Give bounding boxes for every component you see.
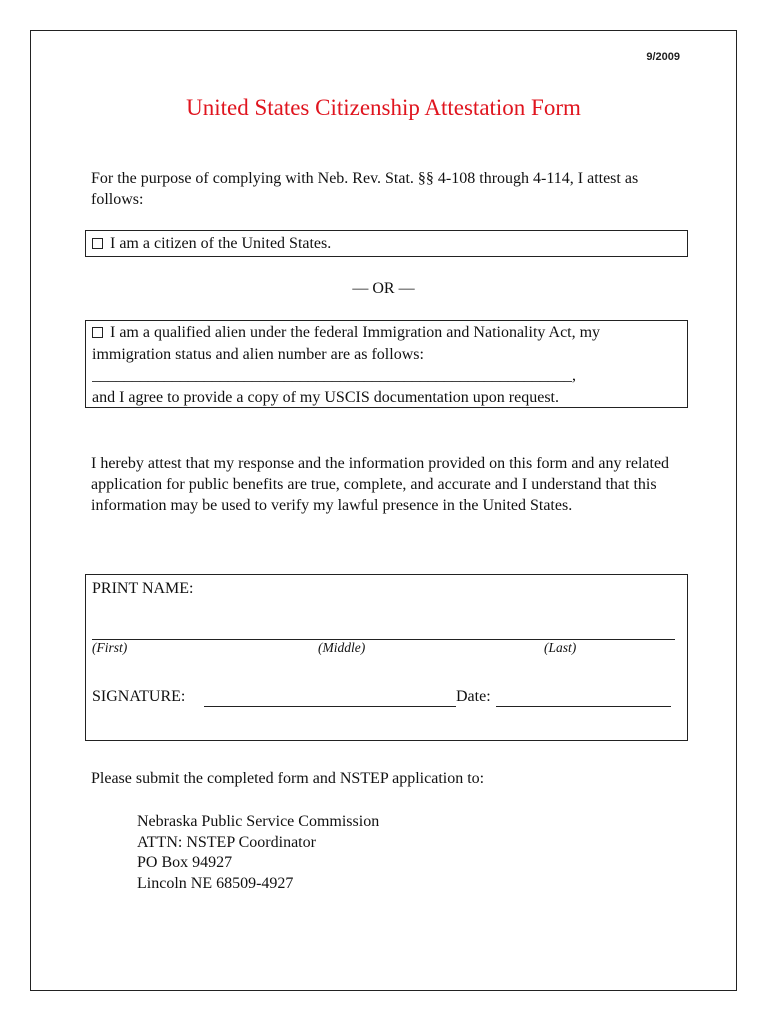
signature-section [85, 574, 688, 741]
form-title: United States Citizenship Attestation Form [186, 95, 581, 120]
alien-option-box [85, 320, 688, 408]
address-line: Lincoln NE 68509-4927 [137, 874, 294, 892]
citizen-option-label: I am a citizen of the United States. [110, 235, 332, 252]
citizen-checkbox[interactable] [92, 238, 103, 249]
date-label: Date: [456, 688, 491, 705]
citizen-option-box [85, 230, 688, 257]
middle-name-caption: (Middle) [318, 640, 366, 655]
mailing-address [137, 812, 379, 894]
address-line: PO Box 94927 [137, 854, 233, 871]
first-name-caption: (First) [92, 640, 128, 655]
alien-status-field[interactable]: ____________________________________________________________, [92, 367, 576, 384]
address-line: Nebraska Public Service Commission [137, 813, 380, 830]
submit-instructions: Please submit the completed form and NSTEP application to: [91, 770, 485, 787]
date-field[interactable] [496, 706, 671, 707]
alien-checkbox[interactable] [92, 327, 103, 338]
last-name-caption: (Last) [544, 640, 577, 655]
alien-option-label: I am a qualified alien under the federal Immigration and Nationality Act, my immigration status and alien number are as follows: [92, 324, 601, 363]
signature-label: SIGNATURE: [92, 688, 186, 705]
form-page [30, 30, 737, 991]
intro-text: For the purpose of complying with Neb. Rev. Stat. §§ 4-108 through 4-114, I attest as follows: [91, 170, 639, 208]
signature-field[interactable] [204, 706, 456, 707]
attestation-text: I hereby attest that my response and the information provided on this form and any related application for public benefits are true, complete, and accurate and I understand that this information may be used to verify my lawful presence in the United States. [91, 455, 670, 514]
address-line: ATTN: NSTEP Coordinator [137, 833, 316, 851]
form-date: 9/2009 [646, 51, 680, 63]
print-name-label: PRINT NAME: [92, 580, 194, 597]
or-separator: — OR — [352, 280, 415, 297]
print-name-field[interactable] [92, 639, 675, 640]
alien-agree-text: and I agree to provide a copy of my USCIS documentation upon request. [92, 388, 559, 406]
